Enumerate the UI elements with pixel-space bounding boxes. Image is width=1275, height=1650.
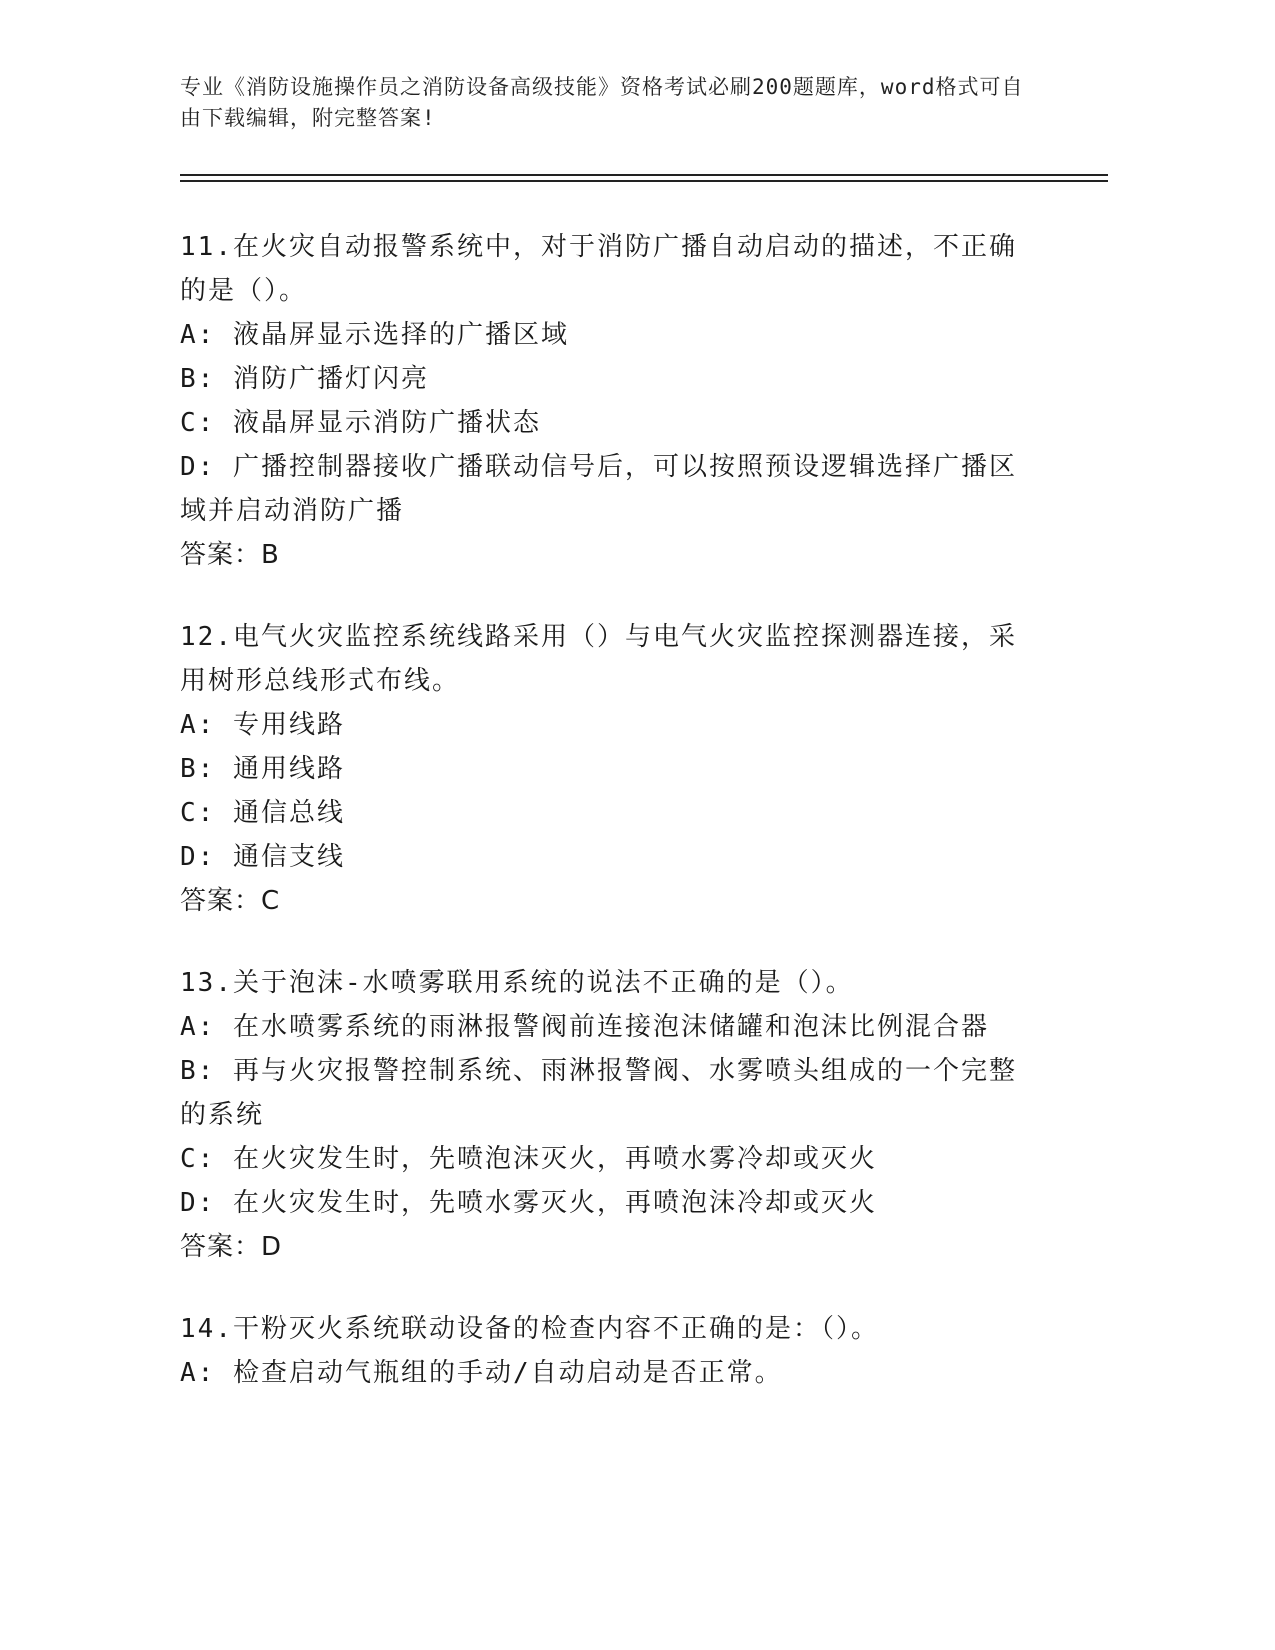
option-letter: A : — [180, 320, 233, 350]
page-header — [180, 72, 1040, 134]
option-letter: B : — [180, 754, 233, 784]
answer-line: 答案：B — [180, 540, 280, 570]
option-d — [180, 1181, 1040, 1225]
option-letter: A : — [180, 1358, 233, 1388]
question-stem — [180, 615, 1040, 703]
option-text: 在火灾发生时，先喷水雾灭火，再喷泡沫冷却或灭火 — [232, 1188, 877, 1218]
question-number: 14 . — [180, 1314, 233, 1344]
option-d — [180, 835, 1040, 879]
question-text: 电气火灾监控系统线路采用（）与电气火灾监控探测器连接，采用树形总线形式布线。 — [180, 622, 1017, 696]
option-a — [180, 703, 1040, 747]
option-text: 通信支线 — [232, 842, 345, 872]
option-a — [180, 1351, 1040, 1395]
option-text: 通用线路 — [232, 754, 345, 784]
option-letter: B : — [180, 364, 233, 394]
header-text: 专业《消防设施操作员之消防设备高级技能》资格考试必刷200题题库，word格式可自由下载编辑，附完整答案! — [180, 75, 1024, 130]
question-stem — [180, 961, 1040, 1005]
option-b — [180, 357, 1040, 401]
question-text: 干粉灭火系统联动设备的检查内容不正确的是：（）。 — [232, 1314, 879, 1344]
option-text: 在火灾发生时，先喷泡沫灭火，再喷水雾冷却或灭火 — [232, 1144, 877, 1174]
question-number: 11 . — [180, 232, 233, 262]
answer-line: 答案：C — [180, 886, 281, 916]
option-letter: D : — [180, 452, 233, 482]
question-14 — [180, 1307, 1040, 1395]
option-letter: C : — [180, 408, 233, 438]
option-text: 专用线路 — [232, 710, 345, 740]
header-divider-bottom — [180, 180, 1108, 182]
option-text: 液晶屏显示选择的广播区域 — [232, 320, 569, 350]
option-b — [180, 1049, 1040, 1137]
option-letter: A : — [180, 1012, 233, 1042]
option-text: 检查启动气瓶组的手动/自动启动是否正常。 — [232, 1358, 783, 1388]
option-letter: A : — [180, 710, 233, 740]
question-list — [180, 225, 1040, 1433]
option-letter: D : — [180, 842, 233, 872]
option-letter: C : — [180, 798, 233, 828]
question-12 — [180, 615, 1040, 923]
option-text: 消防广播灯闪亮 — [232, 364, 429, 394]
option-c — [180, 791, 1040, 835]
option-letter: D : — [180, 1188, 233, 1218]
answer-line: 答案：D — [180, 1232, 283, 1262]
question-number: 12 . — [180, 622, 233, 652]
option-text: 在水喷雾系统的雨淋报警阀前连接泡沫储罐和泡沫比例混合器 — [232, 1012, 989, 1042]
option-a — [180, 1005, 1040, 1049]
option-d — [180, 445, 1040, 533]
question-13 — [180, 961, 1040, 1269]
option-text: 通信总线 — [232, 798, 345, 828]
question-text: 在火灾自动报警系统中，对于消防广播自动启动的描述，不正确的是（）。 — [180, 232, 1017, 306]
option-text: 液晶屏显示消防广播状态 — [232, 408, 541, 438]
option-b — [180, 747, 1040, 791]
option-c — [180, 1137, 1040, 1181]
question-text: 关于泡沫-水喷雾联用系统的说法不正确的是（）。 — [232, 968, 854, 998]
question-number: 13 . — [180, 968, 233, 998]
question-stem — [180, 225, 1040, 313]
question-stem — [180, 1307, 1040, 1351]
option-text: 再与火灾报警控制系统、雨淋报警阀、水雾喷头组成的一个完整的系统 — [180, 1056, 1017, 1130]
option-a — [180, 313, 1040, 357]
option-letter: C : — [180, 1144, 233, 1174]
header-divider-top — [180, 174, 1108, 176]
option-c — [180, 401, 1040, 445]
question-11 — [180, 225, 1040, 577]
option-letter: B : — [180, 1056, 233, 1086]
option-text: 广播控制器接收广播联动信号后，可以按照预设逻辑选择广播区域并启动消防广播 — [180, 452, 1017, 526]
